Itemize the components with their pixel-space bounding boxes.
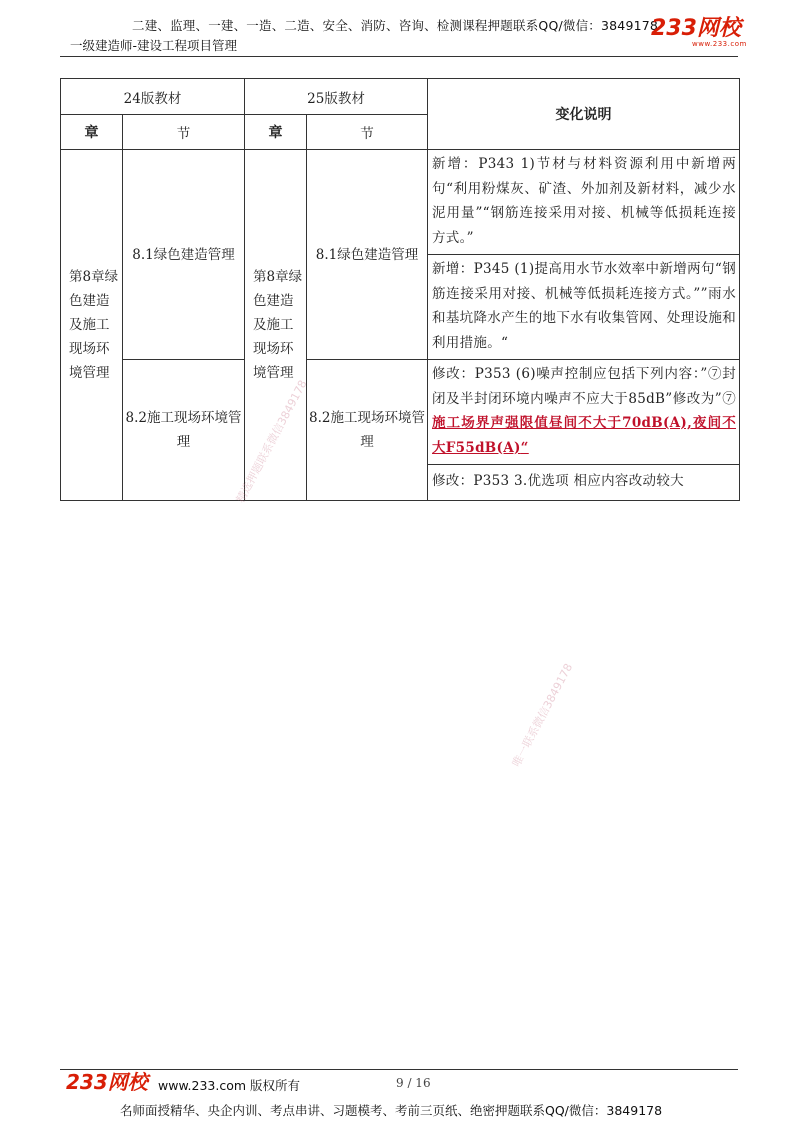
header-24-edition: 24版教材 — [61, 79, 245, 115]
header-divider — [60, 56, 738, 57]
change-note-3 — [428, 360, 740, 465]
change-note-2: 新增：P345 (1)提高用水节水效率中新增两句“钢筋连接采用对接、机械等低损耗连接方式。””雨水和基坑降水产生的地下水有收集管网、处理设施和利用措施。“ — [428, 255, 740, 360]
textbook-comparison-table — [60, 78, 740, 501]
change-note-3-text: 修改：P353 (6)噪声控制应包括下列内容：”⑦封闭及半封闭环境内噪声不应大于85dB”修改为”⑦ — [432, 366, 736, 407]
header-section-24: 节 — [123, 115, 245, 150]
table-header-row — [61, 79, 740, 115]
table-row — [61, 360, 740, 465]
document-subtitle: 一级建造师-建设工程项目管理 — [70, 38, 238, 53]
chapter-25-cell: 第8章绿色建造及施工现场环境管理 — [245, 150, 307, 501]
footer-contact-line: 名师面授精华、央企内训、考点串讲、习题模考、考前三页纸、绝密押题联系QQ/微信：3849178 — [120, 1103, 663, 1118]
section-24-8-1: 8.1绿色建造管理 — [123, 150, 245, 360]
change-note-4: 修改：P353 3.优选项 相应内容改动较大 — [428, 465, 740, 501]
section-24-8-2: 8.2施工现场环境管理 — [123, 360, 245, 501]
header-contact-line: 二建、监理、一建、一造、二造、安全、消防、咨询、检测课程押题联系QQ/微信：3849178 — [132, 18, 659, 33]
footer-copyright: www.233.com 版权所有 — [158, 1078, 300, 1093]
brand-logo-url: www.233.com — [692, 40, 747, 48]
header-25-edition: 25版教材 — [245, 79, 428, 115]
chapter-24-cell: 第8章绿色建造及施工现场环境管理 — [61, 150, 123, 501]
watermark-text: 唯一联系微信3849178 — [509, 661, 576, 770]
watermark-text: 精选押题联系微信3849178 — [233, 377, 310, 506]
section-25-8-2: 8.2施工现场环境管理 — [307, 360, 428, 501]
footer-brand-logo: 233网校 — [66, 1070, 148, 1094]
header-change-notes: 变化说明 — [428, 79, 740, 150]
header-section-25: 节 — [307, 115, 428, 150]
footer-divider — [60, 1069, 738, 1070]
change-note-3-tail: “ — [520, 439, 529, 456]
change-note-1: 新增：P343 1)节材与材料资源利用中新增两句“利用粉煤灰、矿渣、外加剂及新材料，减少水泥用量”“钢筋连接采用对接、机械等低损耗连接方式。” — [428, 150, 740, 255]
table-row — [61, 150, 740, 255]
header-chapter-24: 章 — [61, 115, 123, 150]
page-number: 9 / 16 — [396, 1076, 431, 1090]
brand-logo: 233网校 — [651, 16, 741, 41]
section-25-8-1: 8.1绿色建造管理 — [307, 150, 428, 360]
header-chapter-25: 章 — [245, 115, 307, 150]
noise-limit-highlight: 施工场界声强限值昼间不大于70dB(A),夜间不大F55dB(A) — [432, 415, 736, 456]
